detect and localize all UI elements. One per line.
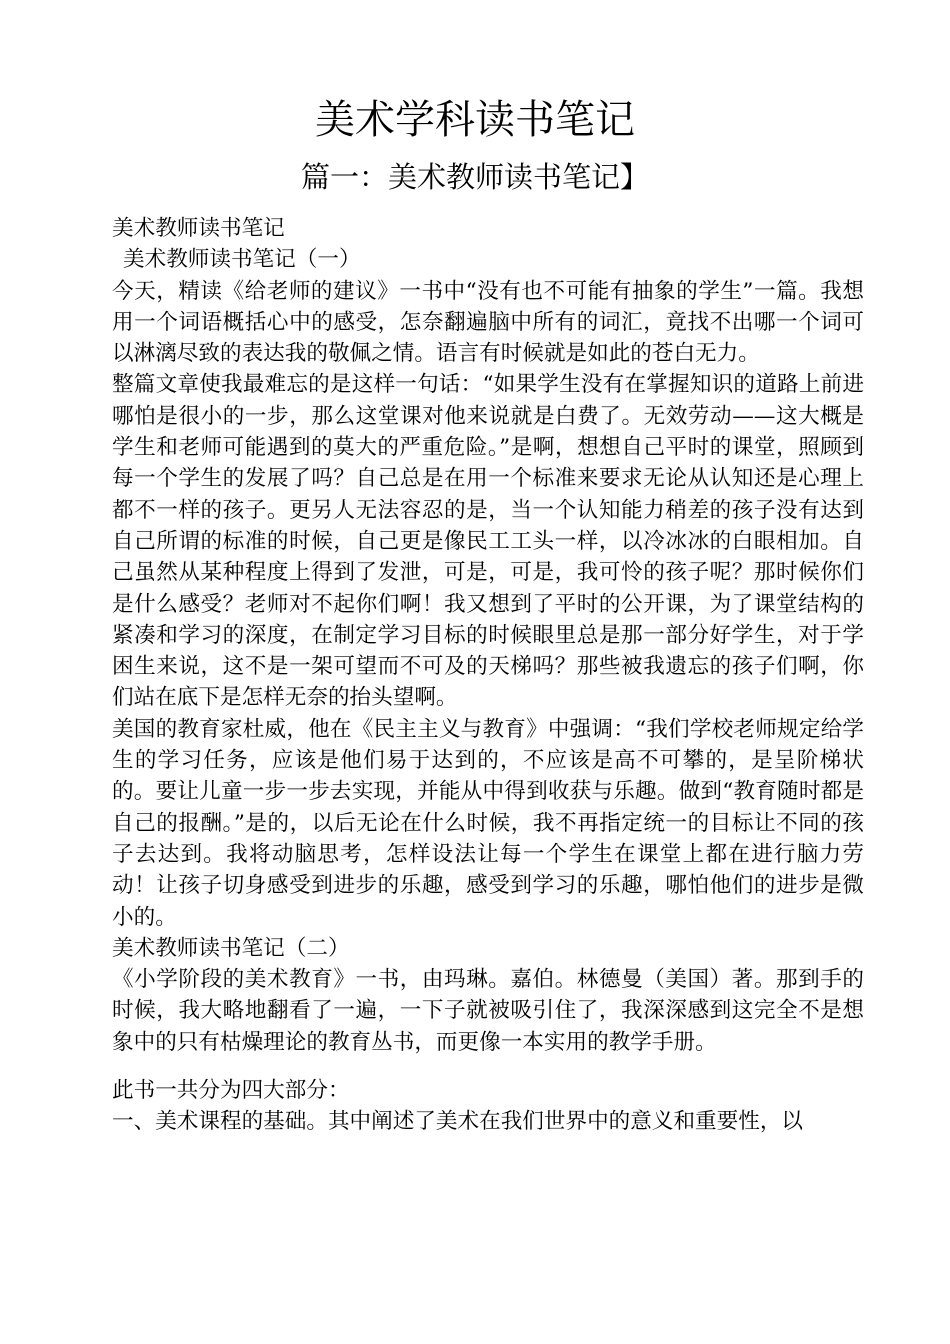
paragraph: 此书一共分为四大部分：	[112, 1078, 350, 1104]
document-subtitle: 篇一：美术教师读书笔记】	[300, 160, 649, 194]
sub-heading-part-one: 美术教师读书笔记（一）	[123, 247, 361, 273]
sub-heading-part-two: 美术教师读书笔记（二）	[112, 935, 350, 961]
paragraph: 美国的教育家杜威，他在《民主主义与教育》中强调：“我们学校老师规定给学生的学习任务，应该是他们易于达到的，不应该是高不可攀的，是呈阶梯状的。要让儿童一步一步去实现，并能从中得到收获与乐趣。做到“教育随时都是自己的报酬。”是的，以后无论在什么时候，我不再指定统一的目标让不同的孩子去达到。我将动脑思考，怎样设法让每一个学生在课堂上都在进行脑力劳动！让孩子切身感受到进步的乐趣，感受到学习的乐趣，哪怕他们的进步是微小的。	[112, 716, 864, 930]
document-body	[112, 213, 864, 1138]
paragraph: 《小学阶段的美术教育》一书，由玛琳。嘉伯。林德曼（美国）著。那到手的时候，我大略地翻看了一遍，一下子就被吸引住了，我深深感到这完全不是想象中的只有枯燥理论的教育丛书，而更像一本实用的教学手册。	[112, 967, 864, 1055]
paragraph: 一、美术课程的基础。其中阐述了美术在我们世界中的意义和重要性，以	[112, 1109, 804, 1135]
section-heading: 美术教师读书笔记	[112, 216, 285, 241]
paragraph: 整篇文章使我最难忘的是这样一句话：“如果学生没有在掌握知识的道路上前进哪怕是很小的一步，那么这堂课对他来说就是白费了。无效劳动——这大概是学生和老师可能遇到的莫大的严重危险。”是啊，想想自己平时的课堂，照顾到每一个学生的发展了吗？自己总是在用一个标准来要求无论从认知还是心理上都不一样的孩子。更另人无法容忍的是，当一个认知能力稍差的孩子没有达到自己所谓的标准的时候，自己更是像民工工头一样，以冷冰冰的白眼相加。自己虽然从某种程度上得到了发泄，可是，可是，我可怜的孩子呢？那时候你们是什么感受？老师对不起你们啊！我又想到了平时的公开课，为了课堂结构的紧凑和学习的深度，在制定学习目标的时候眼里总是那一部分好学生，对于学困生来说，这不是一架可望而不可及的天梯吗？那些被我遗忘的孩子们啊，你们站在底下是怎样无奈的抬头望啊。	[112, 372, 864, 711]
document-title: 美术学科读书笔记	[315, 97, 635, 143]
paragraph: 今天，精读《给老师的建议》一书中“没有也不可能有抽象的学生”一篇。我想用一个词语概括心中的感受，怎奈翻遍脑中所有的词汇，竟找不出哪一个词可以淋漓尽致的表达我的敬佩之情。语言有时候就是如此的苍白无力。	[112, 278, 864, 367]
